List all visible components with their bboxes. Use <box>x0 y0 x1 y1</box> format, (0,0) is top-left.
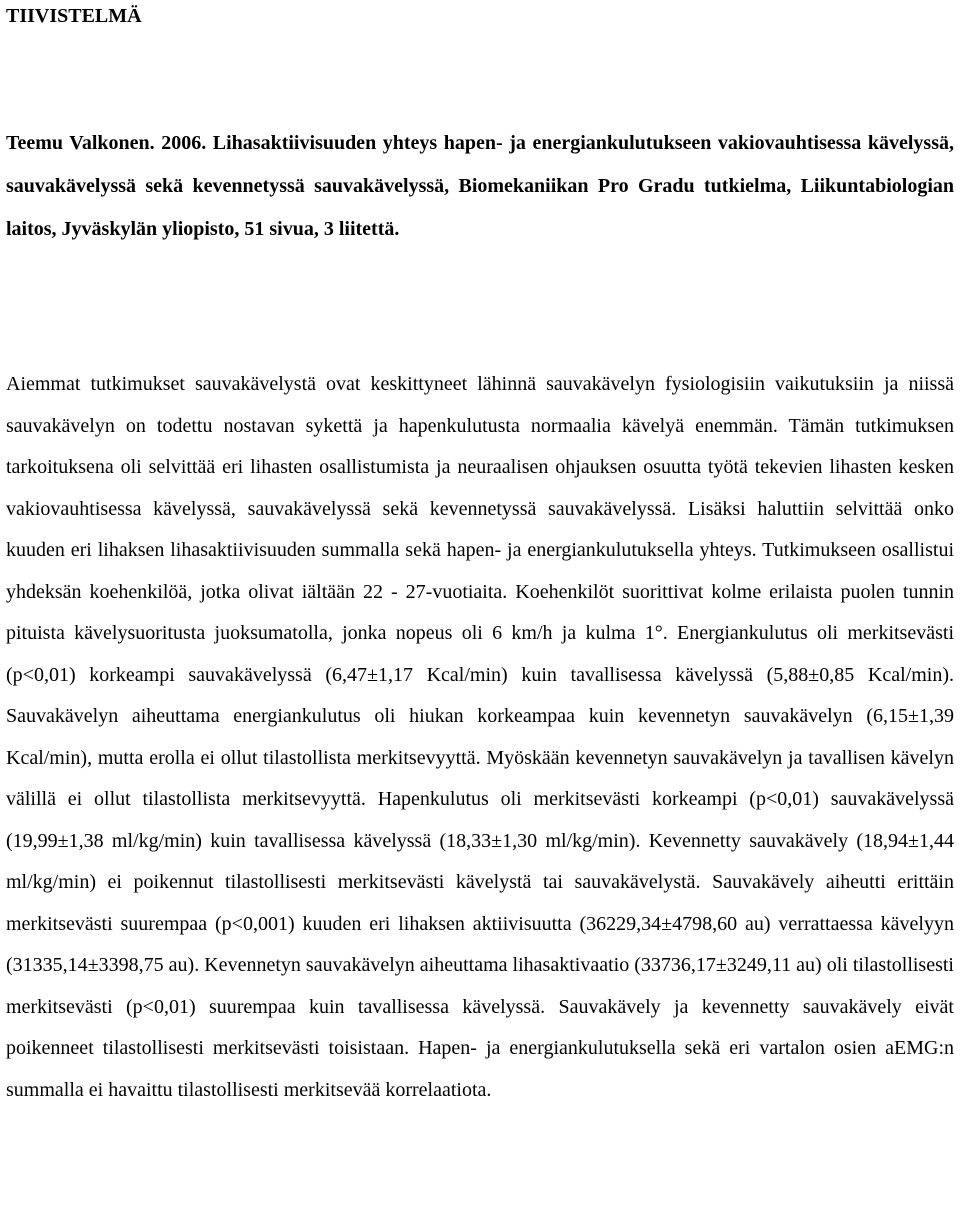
thesis-citation: Teemu Valkonen. 2006. Lihasaktiivisuuden yhteys hapen- ja energiankulutukseen vakiovauhtisessa kävelyssä, sauvakävelyssä sekä kevennetyssä sauvakävelyssä, Biomekaniikan Pro Gradu tutkielma, Liikuntabiologian laitos, Jyväskylän yliopisto, 51 sivua, 3 liitettä. <box>6 132 954 240</box>
abstract-paragraph: Aiemmat tutkimukset sauvakävelystä ovat keskittyneet lähinnä sauvakävelyn fysiologisiin vaikutuksiin ja niissä sauvakävelyn on todettu nostavan sykettä ja hapenkulutusta normaalia kävelyä enemmän. Tämän tutkimuksen tarkoituksena oli selvittää eri lihasten osallistumista ja neuraalisen ohjauksen osuutta työtä tekevien lihasten kesken vakiovauhtisessa kävelyssä, sauvakävelyssä sekä kevennetyssä sauvakävelyssä. Lisäksi haluttiin selvittää onko kuuden eri lihaksen lihasaktiivisuuden summalla sekä hapen- ja energiankulutuksella yhteys. Tutkimukseen osallistui yhdeksän koehenkilöä, jotka olivat iältään 22 - 27-vuotiaita. Koehenkilöt suorittivat kolme erilaista puolen tunnin pituista kävelysuoritusta juoksumatolla, jonka nopeus oli 6 km/h ja kulma 1°. Energiankulutus oli merkitsevästi (p<0,01) korkeampi sauvakävelyssä (6,47±1,17 Kcal/min) kuin tavallisessa kävelyssä (5,88±0,85 Kcal/min). Sauvakävelyn aiheuttama energiankulutus oli hiukan korkeampaa kuin kevennetyn sauvakävelyn (6,15±1,39 Kcal/min), mutta erolla ei ollut tilastollista merkitsevyyttä. Myöskään kevennetyn sauvakävelyn ja tavallisen kävelyn välillä ei ollut tilastollista merkitsevyyttä. Hapenkulutus oli merkitsevästi korkeampi (p<0,01) sauvakävelyssä (19,99±1,38 ml/kg/min) kuin tavallisessa kävelyssä (18,33±1,30 ml/kg/min). Kevennetty sauvakävely (18,94±1,44 ml/kg/min) ei poikennut tilastollisesti merkitsevästi kävelystä tai sauvakävelystä. Sauvakävely aiheutti erittäin merkitsevästi suurempaa (p<0,001) kuuden eri lihaksen aktiivisuutta (36229,34±4798,60 au) verrattaessa kävelyyn (31335,14±3398,75 au). Kevennetyn sauvakävelyn aiheuttama lihasaktivaatio (33736,17±3249,11 au) oli tilastollisesti merkitsevästi (p<0,01) suurempaa kuin tavallisessa kävelyssä. Sauvakävely ja kevennetty sauvakävely eivät poikenneet tilastollisesti merkitsevästi toisistaan. Hapen- ja energiankulutuksella sekä eri vartalon osien aEMG:n summalla ei havaittu tilastollisesti merkitsevää korrelaatiota. <box>6 373 954 1101</box>
section-heading: TIIVISTELMÄ <box>6 5 142 27</box>
